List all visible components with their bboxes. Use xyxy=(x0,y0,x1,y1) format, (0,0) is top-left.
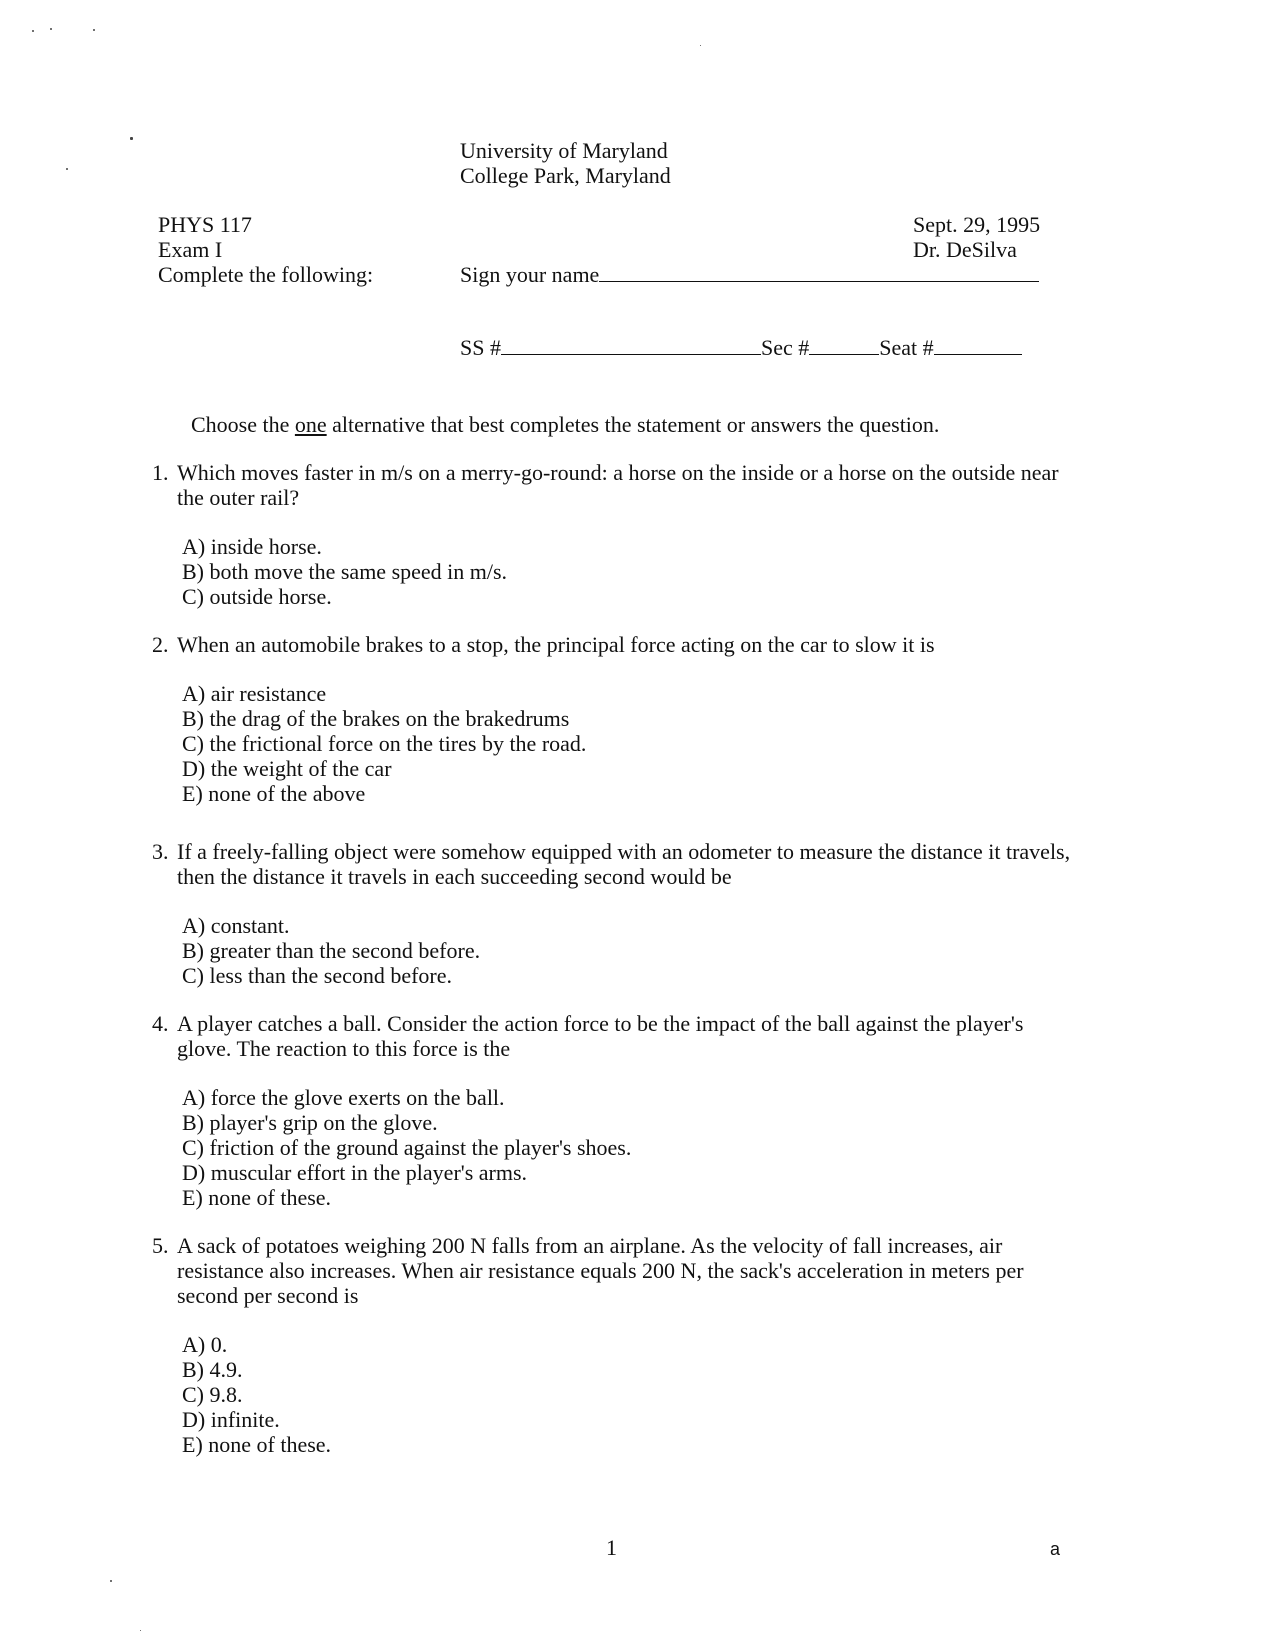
choice-b[interactable]: B) the drag of the brakes on the brakedrums xyxy=(182,706,570,731)
question-text: A sack of potatoes weighing 200 N falls from an airplane. As the velocity of fall increases, air resistance also increases. When air resistance equals 200 N, the sack's acceleration in meters per second per second is xyxy=(177,1233,1024,1308)
choice-c[interactable]: C) 9.8. xyxy=(182,1382,243,1407)
scan-speck xyxy=(700,45,701,46)
exam-title: Exam I xyxy=(158,237,223,262)
question-text: Which moves faster in m/s on a merry-go-round: a horse on the inside or a horse on the outside near the outer rail? xyxy=(177,460,1059,510)
exam-date: Sept. 29, 1995 xyxy=(913,212,1041,237)
scan-speck xyxy=(140,1630,141,1631)
choice-e[interactable]: E) none of these. xyxy=(182,1185,332,1210)
scan-speck xyxy=(110,1580,112,1582)
choice-b[interactable]: B) 4.9. xyxy=(182,1357,243,1382)
choice-e[interactable]: E) none of these. xyxy=(182,1432,332,1457)
choice-c[interactable]: C) less than the second before. xyxy=(182,963,453,988)
choice-c[interactable]: C) the frictional force on the tires by the road. xyxy=(182,731,587,756)
choice-list xyxy=(182,913,1082,988)
choice-list xyxy=(182,681,1082,806)
choice-d[interactable]: D) infinite. xyxy=(182,1407,280,1432)
instructions-before: Choose the xyxy=(191,412,295,437)
choice-a[interactable]: A) 0. xyxy=(182,1332,228,1357)
question-text: If a freely-falling object were somehow equipped with an odometer to measure the distance it travels, then the distance it travels in each succeeding second would be xyxy=(177,839,1071,889)
question-4 xyxy=(152,1011,1082,1210)
choice-a[interactable]: A) air resistance xyxy=(182,681,327,706)
scan-speck xyxy=(50,28,52,30)
choice-c[interactable]: C) outside horse. xyxy=(182,584,332,609)
choice-b[interactable]: B) player's grip on the glove. xyxy=(182,1110,438,1135)
instructions xyxy=(191,412,939,437)
seat-line[interactable] xyxy=(934,336,1022,355)
choice-list xyxy=(182,1332,1082,1457)
sec-line[interactable] xyxy=(809,336,879,355)
choice-list xyxy=(182,534,1082,609)
question-text: A player catches a ball. Consider the action force to be the impact of the ball against the player's glove. The reaction to this force is the xyxy=(177,1011,1024,1061)
scan-speck xyxy=(130,137,133,140)
choice-b[interactable]: B) both move the same speed in m/s. xyxy=(182,559,508,584)
instructions-emphasis: one xyxy=(294,412,327,437)
seat-label: Seat # xyxy=(879,335,934,360)
instructions-after: alternative that best completes the statement or answers the question. xyxy=(326,412,940,437)
scan-speck xyxy=(93,29,95,31)
question-number: 3. xyxy=(152,839,169,864)
choice-a[interactable]: A) constant. xyxy=(182,913,290,938)
choice-c[interactable]: C) friction of the ground against the player's shoes. xyxy=(182,1135,632,1160)
question-number: 4. xyxy=(152,1011,169,1036)
choice-a[interactable]: A) inside horse. xyxy=(182,534,322,559)
question-2 xyxy=(152,632,1082,806)
choice-e[interactable]: E) none of the above xyxy=(182,781,366,806)
question-text: When an automobile brakes to a stop, the principal force acting on the car to slow it is xyxy=(177,632,935,657)
sec-label: Sec # xyxy=(760,335,810,360)
signature-field[interactable] xyxy=(460,262,1039,287)
question-3 xyxy=(152,839,1082,988)
university-name: University of Maryland xyxy=(460,138,668,163)
complete-instruction: Complete the following: xyxy=(158,262,374,287)
id-fields-row xyxy=(460,335,1022,360)
scan-speck xyxy=(66,168,68,170)
signature-line[interactable] xyxy=(599,263,1039,282)
choice-d[interactable]: D) the weight of the car xyxy=(182,756,392,781)
choice-b[interactable]: B) greater than the second before. xyxy=(182,938,481,963)
ss-line[interactable] xyxy=(501,336,761,355)
ss-label: SS # xyxy=(460,335,501,360)
choice-list xyxy=(182,1085,1082,1210)
course-code: PHYS 117 xyxy=(158,212,252,237)
scan-speck xyxy=(32,30,34,32)
question-number: 1. xyxy=(152,460,169,485)
signature-label: Sign your name xyxy=(460,262,600,287)
choice-a[interactable]: A) force the glove exerts on the ball. xyxy=(182,1085,505,1110)
question-5 xyxy=(152,1233,1082,1457)
instructor-name: Dr. DeSilva xyxy=(913,237,1017,262)
version-mark: a xyxy=(1050,1539,1061,1559)
question-1 xyxy=(152,460,1082,609)
page-number: 1 xyxy=(606,1535,617,1560)
question-number: 2. xyxy=(152,632,169,657)
choice-d[interactable]: D) muscular effort in the player's arms. xyxy=(182,1160,528,1185)
university-location: College Park, Maryland xyxy=(460,163,671,188)
question-number: 5. xyxy=(152,1233,169,1258)
